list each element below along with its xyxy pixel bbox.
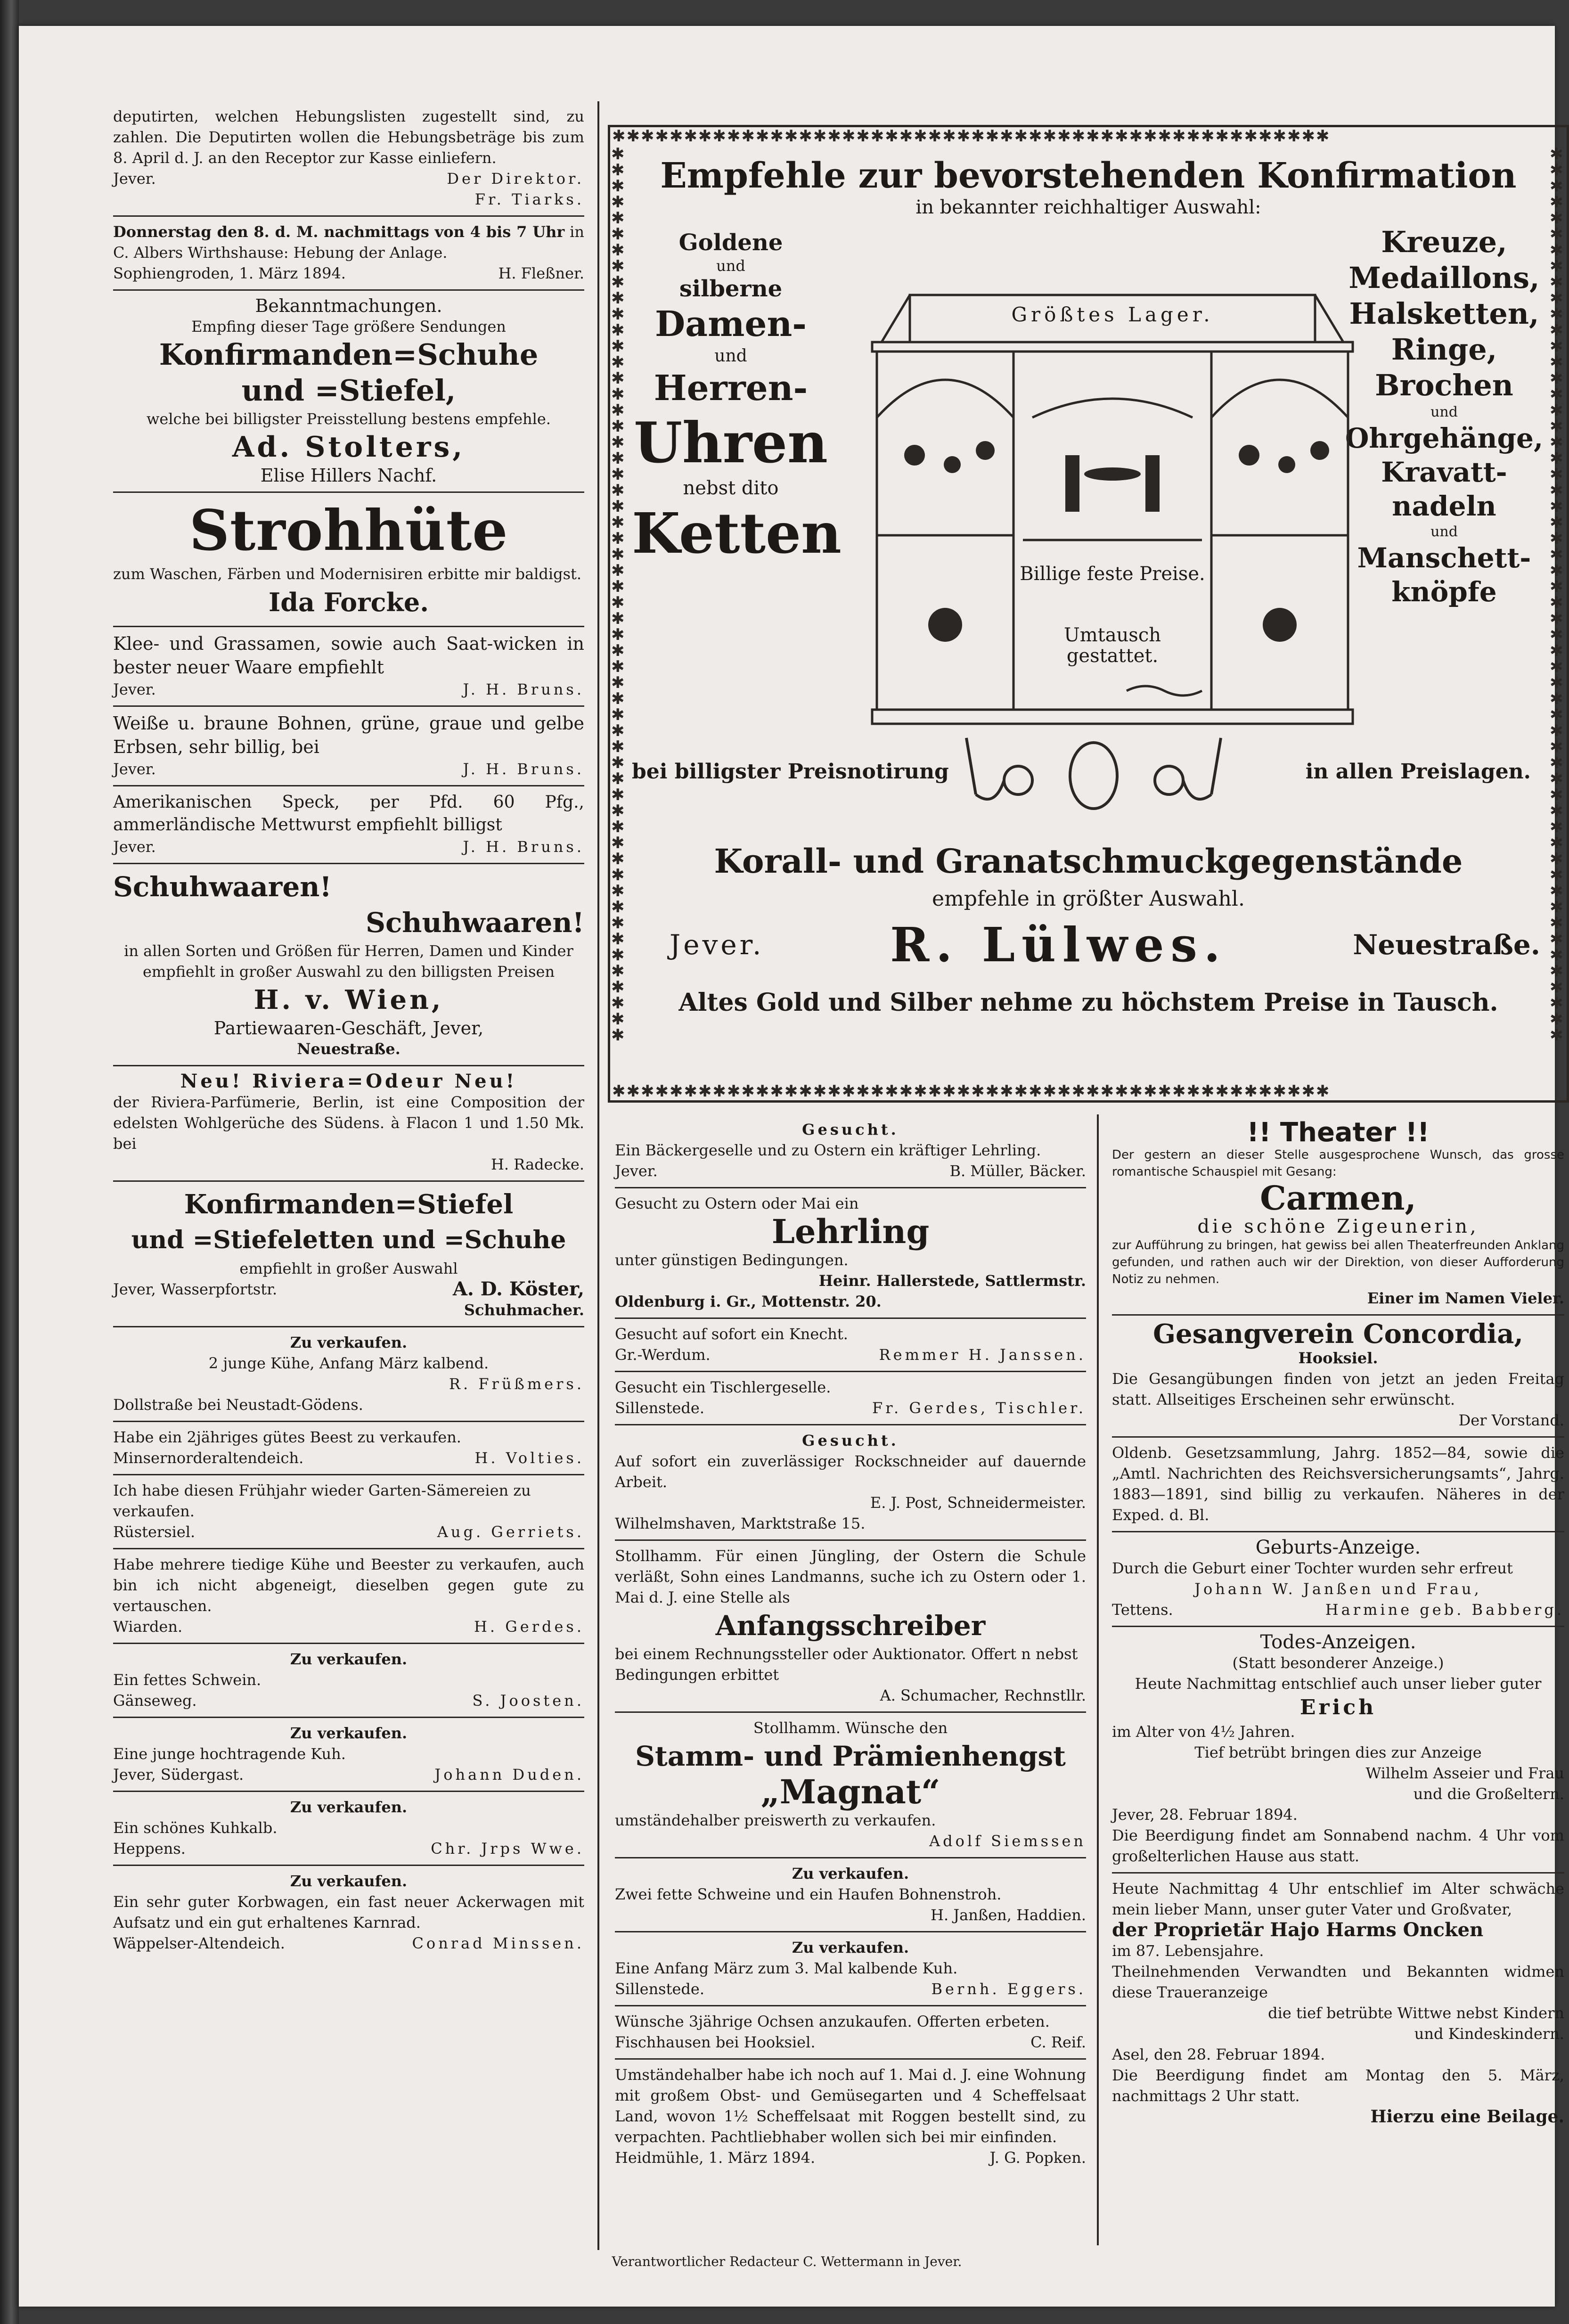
- death-text-2: im Alter von 4½ Jahren.: [1112, 1723, 1295, 1741]
- lulwes-left-list: [632, 229, 842, 566]
- sale-text-5: Ein fettes Schwein.: [113, 1671, 262, 1689]
- carmen-title: Carmen,: [1260, 1178, 1416, 1218]
- right-und-1: und: [1430, 404, 1458, 420]
- sale-ad-5: [113, 1644, 584, 1718]
- birth-head: Geburts-Anzeige.: [1255, 1537, 1421, 1558]
- left-uhren: Uhren: [634, 410, 828, 475]
- post-head: Gesucht.: [802, 1432, 899, 1449]
- hallerstede-place: Oldenburg i. Gr., Mottenstr. 20.: [615, 1293, 882, 1310]
- siemssen-text: umständehalber preiswerth zu verkaufen.: [615, 1811, 936, 1829]
- birth-names: Johann W. Janßen und Frau,: [1194, 1580, 1482, 1598]
- koster-sub: Schuhmacher.: [464, 1301, 584, 1319]
- stolters-name: Ad. Stolters,: [232, 431, 466, 464]
- notice-text: deputirten, welchen Hebungslisten zugestellt sind, zu zahlen. Die Deputirten wollen die Hebungsbeträge bis zum 8. April d. J. an den Receptor zur Kasse einliefern.: [113, 107, 584, 167]
- gold-silver-exchange: Altes Gold und Silber nehme zu höchstem Preise in Tausch.: [678, 988, 1498, 1017]
- janssen-text: Gesucht auf sofort ein Knecht.: [615, 1325, 848, 1343]
- koster-name: A. D. Köster,: [452, 1278, 584, 1300]
- levy-date: Sophiengroden, 1. März 1894.: [113, 264, 346, 282]
- forcke-text: zum Waschen, Färben und Modernisiren erbitte mir baldigst.: [113, 565, 582, 583]
- koster-text: empfiehlt in großer Auswahl: [239, 1260, 458, 1277]
- bruns-ad-1: [113, 627, 584, 707]
- oncken-text-4: Die Beerdigung findet am Montag den 5. März, nachmittags 2 Uhr statt.: [1112, 2066, 1564, 2105]
- mueller-text: Ein Bäckergeselle und zu Ostern ein kräftiger Lehrling.: [615, 1141, 1041, 1159]
- jansen-text: Zwei fette Schweine und ein Haufen Bohnenstroh.: [615, 1885, 1002, 1903]
- sale-place-2: Minsernorderaltendeich.: [113, 1449, 304, 1467]
- sale-head-5: Zu verkaufen.: [290, 1650, 408, 1668]
- lulwes-signature-row: [670, 917, 1540, 973]
- post-place: Wilhelmshaven, Marktstraße 15.: [615, 1514, 866, 1532]
- hallerstede-title: Lehrling: [771, 1212, 930, 1251]
- wien-street: Neuestraße.: [297, 1040, 400, 1058]
- sale-text-8: Ein sehr guter Korbwagen, ein fast neuer Ackerwagen mit Aufsatz und ein gut erhaltenes Karnrad.: [113, 1893, 584, 1931]
- popken-place: Heidmühle, 1. März 1894.: [615, 2149, 816, 2167]
- announcements-heading: Bekanntmachungen.: [255, 295, 442, 316]
- birth-announcement: [1112, 1532, 1564, 1627]
- right-kreuze: Kreuze,: [1381, 225, 1507, 259]
- book-spine: [0, 0, 19, 2324]
- column-rule-1: [597, 101, 599, 2250]
- concordia-text: Die Gesangübungen finden von jetzt an jeden Freitag statt. Allseitiges Erscheinen sehr erwünscht.: [1112, 1370, 1564, 1408]
- column-middle: [615, 1114, 1086, 2245]
- lulwes-title: Empfehle zur bevorstehenden Konfirmation: [660, 155, 1517, 196]
- eggers-head: Zu verkaufen.: [792, 1939, 909, 1956]
- mueller-ad: [615, 1114, 1086, 1188]
- sale-name-3: Aug. Gerriets.: [437, 1523, 584, 1541]
- janssen-place: Gr.-Werdum.: [615, 1346, 711, 1364]
- left-silberne: silberne: [679, 276, 783, 302]
- hallerstede-text: unter günstigen Bedingungen.: [615, 1251, 849, 1269]
- bruns-ad-3: [113, 786, 584, 864]
- sale-text-3: Ich habe diesen Frühjahr wieder Garten-Sämereien zu verkaufen.: [113, 1481, 531, 1520]
- death-text-4: Die Beerdigung findet am Sonnabend nachm. 4 Uhr vom großelterlichen Hause aus statt.: [1112, 1826, 1564, 1865]
- gesetzsammlung-ad: [1112, 1438, 1564, 1532]
- jansen-name: H. Janßen, Haddien.: [931, 1906, 1086, 1924]
- theater-signature: Einer im Namen Vieler.: [1367, 1289, 1564, 1307]
- levy-text: in C. Albers Wirthshause: Hebung der Anlage.: [113, 223, 585, 262]
- concordia-sub: Hooksiel.: [1298, 1349, 1378, 1367]
- sale-name-1: R. Früßmers.: [449, 1375, 584, 1393]
- wien-text: in allen Sorten und Größen für Herren, Damen und Kinder empfiehlt in großer Auswahl zu den billigsten Preisen: [124, 942, 573, 981]
- stolters-title-2: und =Stiefel,: [241, 373, 456, 408]
- bruns-text-1: Klee- und Grassamen, sowie auch Saat-wicken in bester neuer Waare empfiehlt: [113, 633, 584, 678]
- carmen-subtitle: die schöne Zigeunerin,: [1197, 1216, 1479, 1237]
- popken-ad: [615, 2060, 1086, 2174]
- hallerstede-intro: Gesucht zu Ostern oder Mai ein: [615, 1195, 859, 1212]
- janssen-name: Remmer H. Janssen.: [879, 1346, 1086, 1364]
- levy-bold-text: Donnerstag den 8. d. M. nachmittags von 4 bis 7 Uhr: [113, 223, 565, 241]
- mueller-head: Gesucht.: [802, 1121, 899, 1138]
- hallerstede-name: Heinr. Hallerstede, Sattlermstr.: [818, 1272, 1086, 1290]
- death-name: Erich: [1299, 1695, 1377, 1719]
- death-signature-1: Wilhelm Asseier und Frau: [1365, 1764, 1564, 1782]
- right-knoepfe: knöpfe: [1391, 576, 1497, 608]
- sale-place-8: Wäppelser-Altendeich.: [113, 1934, 285, 1952]
- right-nadeln: nadeln: [1392, 490, 1496, 522]
- sale-place-1: Dollstraße bei Neustadt-Gödens.: [113, 1396, 363, 1414]
- sale-ad-6: [113, 1718, 584, 1792]
- eggers-place: Sillenstede.: [615, 1980, 704, 1998]
- notice-place: Jever.: [113, 170, 156, 188]
- sale-text-2: Habe ein 2jähriges gütes Beest zu verkaufen.: [113, 1428, 461, 1446]
- death-signature-2: und die Großeltern.: [1413, 1785, 1564, 1803]
- bruns-name-1: J. H. Bruns.: [463, 680, 584, 698]
- star-border-bottom: ✱✱✱✱✱✱✱✱✱✱✱✱✱✱✱✱✱✱✱✱✱✱✱✱✱✱✱✱✱✱✱✱✱✱✱✱✱✱✱✱✱✱✱✱✱✱✱✱✱✱: [612, 1082, 1331, 1101]
- siemssen-title-2: „Magnat“: [760, 1772, 940, 1811]
- sale-name-4: H. Gerdes.: [474, 1618, 584, 1636]
- sale-ad-2: [113, 1422, 584, 1475]
- koster-ad: [113, 1182, 584, 1327]
- siemssen-intro: Stollhamm. Wünsche den: [753, 1719, 948, 1737]
- stolters-ad: [113, 291, 584, 493]
- deputies-notice: [113, 101, 584, 217]
- lulwes-right-list: [1340, 224, 1548, 609]
- coral-garnet-heading: Korall- und Granatschmuckgegenstände: [714, 842, 1463, 881]
- death-text-1: Heute Nachmittag entschlief auch unser lieber guter: [1135, 1675, 1542, 1693]
- sale-head-1: Zu verkaufen.: [290, 1334, 408, 1351]
- death-date: Jever, 28. Februar 1894.: [1112, 1806, 1298, 1824]
- gerdes-ad: [615, 1372, 1086, 1425]
- oncken-text-1: Heute Nachmittag 4 Uhr entschlief im Alter schwäche mein lieber Mann, unser guter Vater und Großvater,: [1112, 1880, 1564, 1918]
- lulwes-place: Jever.: [670, 929, 764, 961]
- forcke-title: Strohhüte: [189, 498, 508, 563]
- levy-signature: H. Fleßner.: [498, 264, 584, 282]
- wien-ad: [113, 864, 584, 1066]
- sale-name-7: Chr. Jrps Wwe.: [431, 1840, 584, 1858]
- schumacher-name: A. Schumacher, Rechnstllr.: [880, 1686, 1086, 1704]
- coral-subtext: empfehle in größter Auswahl.: [932, 887, 1245, 911]
- left-herren: Herren-: [654, 368, 808, 409]
- post-name: E. J. Post, Schneidermeister.: [870, 1494, 1086, 1512]
- bruns-name-2: J. H. Bruns.: [463, 760, 584, 778]
- bruns-text-2: Weiße u. braune Bohnen, grüne, graue und gelbe Erbsen, sehr billig, bei: [113, 713, 584, 757]
- death-head: Todes-Anzeigen.: [1260, 1631, 1416, 1653]
- chain-necklace-icon: [957, 728, 1230, 813]
- notice-signature-name: Fr. Tiarks.: [474, 190, 584, 208]
- jansen-ad: [615, 1858, 1086, 1932]
- sale-name-2: H. Volties.: [474, 1449, 584, 1467]
- bruns-place-1: Jever.: [113, 680, 156, 698]
- display-cabinet-icon: [863, 276, 1362, 743]
- concordia-signature: Der Vorstand.: [1458, 1411, 1564, 1429]
- reif-text: Wünsche 3jährige Ochsen anzukaufen. Offerten erbeten.: [615, 2013, 1050, 2030]
- birth-text: Durch die Geburt einer Tochter wurden sehr erfreut: [1112, 1559, 1513, 1577]
- sale-ad-1: [113, 1327, 584, 1422]
- death-announcement-oncken: [1112, 1874, 1564, 2133]
- exchange-allowed: Umtausch gestattet.: [1063, 624, 1161, 667]
- column-rule-2: [1097, 1114, 1099, 2245]
- sale-head-8: Zu verkaufen.: [290, 1872, 408, 1890]
- sale-name-5: S. Joosten.: [472, 1692, 584, 1710]
- schumacher-title: Anfangsschreiber: [715, 1610, 986, 1642]
- editor-footer: Verantwortlicher Redacteur C. Wettermann in Jever.: [612, 2254, 962, 2269]
- siemssen-title-1: Stamm- und Prämienhengst: [635, 1740, 1066, 1772]
- concordia-title: Gesangverein Concordia,: [1153, 1318, 1523, 1350]
- sale-place-4: Wiarden.: [113, 1618, 183, 1636]
- sale-text-4: Habe mehrere tiedige Kühe und Beester zu verkaufen, auch bin ich nicht abgeneigt, dieselben gegen gute zu vertauschen.: [113, 1555, 584, 1615]
- right-manschett: Manschett-: [1357, 542, 1531, 574]
- death-text-3: Tief betrübt bringen dies zur Anzeige: [1194, 1743, 1482, 1761]
- levy-notice: [113, 217, 584, 291]
- riviera-ad: [113, 1066, 584, 1182]
- all-price-ranges: in allen Preislagen.: [1305, 760, 1531, 784]
- theater-ad: [1112, 1114, 1564, 1316]
- mueller-place: Jever.: [615, 1162, 658, 1180]
- oncken-signature-2: und Kindeskindern.: [1414, 2025, 1564, 2043]
- popken-name: J. G. Popken.: [989, 2149, 1086, 2167]
- schumacher-ad: [615, 1541, 1086, 1713]
- right-medaillons: Medaillons,: [1348, 261, 1540, 295]
- sale-ad-3: [113, 1475, 584, 1549]
- oncken-name: der Proprietär Hajo Harms Oncken: [1112, 1919, 1484, 1941]
- wien-title-2: Schuhwaaren!: [366, 907, 584, 939]
- right-und-2: und: [1430, 524, 1458, 540]
- right-ringe: Ringe,: [1391, 332, 1497, 367]
- koster-title-2: und =Stiefeletten und =Schuhe: [131, 1226, 566, 1254]
- star-border-left: ✱✱✱✱✱✱✱✱✱✱✱✱✱✱✱✱✱✱✱✱✱✱✱✱✱✱✱✱✱✱✱✱✱✱✱✱✱✱✱✱✱✱✱✱✱✱✱✱✱✱✱✱✱✱✱✱: [611, 145, 626, 1045]
- shop-sign: Größtes Lager.: [1011, 303, 1214, 326]
- birth-names-2: Harmine geb. Babberg.: [1325, 1601, 1564, 1619]
- sale-ad-4: [113, 1549, 584, 1644]
- lowest-prices: bei billigster Preisnotirung: [632, 760, 949, 784]
- koster-title-1: Konfirmanden=Stiefel: [184, 1189, 514, 1220]
- lulwes-inner: [627, 144, 1550, 1083]
- reif-place: Fischhausen bei Hooksiel.: [615, 2033, 816, 2051]
- forcke-name: Ida Forcke.: [268, 587, 429, 617]
- bruns-text-3: Amerikanischen Speck, per Pfd. 60 Pfg., ammerländische Mettwurst empfiehlt billigst: [113, 793, 584, 835]
- left-ketten: Ketten: [632, 500, 842, 566]
- riviera-name: H. Radecke.: [491, 1155, 584, 1173]
- riviera-title: Neu! Riviera=Odeur Neu!: [180, 1070, 517, 1092]
- notice-signature: Der Direktor.: [447, 170, 584, 188]
- sale-place-7: Heppens.: [113, 1840, 186, 1858]
- lulwes-jewellery-ad: [608, 125, 1569, 1103]
- right-ohrgehaenge: Ohrgehänge,: [1345, 422, 1544, 454]
- wien-name: H. v. Wien,: [253, 984, 444, 1015]
- birth-place: Tettens.: [1112, 1601, 1173, 1619]
- eggers-ad: [615, 1932, 1086, 2006]
- forcke-ad: [113, 493, 584, 627]
- bruns-ad-2: [113, 707, 584, 786]
- lulwes-name: R. Lülwes.: [890, 917, 1227, 973]
- gesetz-text: Oldenb. Gesetzsammlung, Jahrg. 1852—84, sowie die „Amtl. Nachrichten des Reichsversicherungsamts“, Jahrg. 1883—1891, sind billig zu verkaufen. Näheres in der Exped. d. Bl.: [1112, 1444, 1564, 1524]
- right-kravatt: Kravatt-: [1381, 456, 1507, 488]
- theater-title: !! Theater !!: [1247, 1117, 1430, 1148]
- bruns-place-3: Jever.: [113, 838, 156, 856]
- stolters-text: welche bei billigster Preisstellung bestens empfehle.: [147, 410, 551, 428]
- right-brochen: Brochen: [1375, 368, 1513, 402]
- theater-text-1: Der gestern an dieser Stelle ausgesprochene Wunsch, das grosse romantische Schauspiel mit Gesang:: [1112, 1148, 1564, 1179]
- death-announcement-erich: [1112, 1627, 1564, 1874]
- left-nebst-dito: nebst dito: [683, 477, 779, 499]
- lulwes-street: Neuestraße.: [1353, 929, 1540, 961]
- riviera-text: der Riviera-Parfümerie, Berlin, ist eine Composition der edelsten Wohlgerüche des Südens. à Flacon 1 und 1.50 Mk. bei: [113, 1093, 584, 1153]
- popken-text: Umständehalber habe ich noch auf 1. Mai d. J. eine Wohnung mit großem Obst- und Gemüsegarten und 4 Scheffelsaat Land, wovon 1½ Scheffelsaat mit Roggen bestellt sind, zu verpachten. Pachtliebhaber wollen sich bei mir einfinden.: [615, 2066, 1086, 2146]
- column-right: [1112, 1114, 1564, 2245]
- oncken-text-3: Theilnehmenden Verwandten und Bekannten widmen diese Traueranzeige: [1112, 1963, 1564, 2001]
- left-goldene: Goldene: [678, 229, 783, 256]
- reif-ad: [615, 2006, 1086, 2060]
- oncken-date: Asel, den 28. Februar 1894.: [1112, 2046, 1325, 2063]
- siemssen-name: Adolf Siemssen: [929, 1832, 1086, 1850]
- wien-title-1: Schuhwaaren!: [113, 871, 332, 903]
- sale-place-6: Jever, Südergast.: [113, 1766, 244, 1784]
- sale-name-6: Johann Duden.: [434, 1766, 584, 1784]
- eggers-name: Bernh. Eggers.: [931, 1980, 1086, 1998]
- jansen-head: Zu verkaufen.: [792, 1865, 909, 1882]
- oncken-signature-1: die tief betrübte Wittwe nebst Kindern: [1268, 2004, 1564, 2022]
- gerdes-place: Sillenstede.: [615, 1399, 704, 1417]
- death-sub: (Statt besonderer Anzeige.): [1232, 1654, 1444, 1672]
- stolters-title-1: Konfirmanden=Schuhe: [159, 337, 539, 372]
- concordia-ad: [1112, 1316, 1564, 1438]
- wien-sub: Partiewaaren-Geschäft, Jever,: [213, 1018, 484, 1039]
- gerdes-text: Gesucht ein Tischlergeselle.: [615, 1378, 831, 1396]
- sale-ad-7: [113, 1792, 584, 1866]
- siemssen-ad: [615, 1713, 1086, 1858]
- stolters-intro: Empfing dieser Tage größere Sendungen: [191, 318, 506, 336]
- sale-place-5: Gänseweg.: [113, 1692, 197, 1710]
- bruns-place-2: Jever.: [113, 760, 156, 778]
- sale-text-6: Eine junge hochtragende Kuh.: [113, 1745, 346, 1763]
- supplement-note: Hierzu eine Beilage.: [1370, 2107, 1564, 2127]
- post-ad: [615, 1425, 1086, 1541]
- newspaper-page: [19, 26, 1564, 2307]
- bruns-name-3: J. H. Bruns.: [463, 838, 584, 856]
- mueller-name: B. Müller, Bäcker.: [949, 1162, 1086, 1180]
- sale-text-1: 2 junge Kühe, Anfang März kalbend.: [208, 1354, 489, 1372]
- jewellery-display-illustration: [863, 276, 1362, 743]
- theater-text-2: zur Aufführung zu bringen, hat gewiss bei allen Theaterfreunden Anklang gefunden, und rathen auch wir der Direktion, von dieser Aufforderung Notiz zu nehmen.: [1112, 1238, 1564, 1286]
- koster-place: Jever, Wasserpfortstr.: [113, 1280, 278, 1298]
- gerdes-name: Fr. Gerdes, Tischler.: [872, 1399, 1086, 1417]
- star-border-right: ✱✱✱✱✱✱✱✱✱✱✱✱✱✱✱✱✱✱✱✱✱✱✱✱✱✱✱✱✱✱✱✱✱✱✱✱✱✱✱✱✱✱✱✱✱✱✱✱✱✱✱✱✱✱✱✱: [1550, 145, 1564, 1045]
- sale-head-7: Zu verkaufen.: [290, 1798, 408, 1816]
- post-text: Auf sofort ein zuverlässiger Rockschneider auf dauernde Arbeit.: [615, 1452, 1086, 1491]
- reif-name: C. Reif.: [1030, 2033, 1086, 2051]
- oncken-text-2: im 87. Lebensjahre.: [1112, 1942, 1264, 1960]
- sale-ad-8: [113, 1866, 584, 1959]
- eggers-text: Eine Anfang März zum 3. Mal kalbende Kuh.: [615, 1959, 958, 1977]
- hallerstede-ad: [615, 1188, 1086, 1319]
- schumacher-text: Stollhamm. Für einen Jüngling, der Ostern die Schule verläßt, Sohn eines Landmanns, suche ich zu Ostern oder 1. Mai d. J. eine Stelle als: [615, 1547, 1086, 1606]
- left-damen: Damen-: [654, 304, 807, 344]
- janssen-ad: [615, 1319, 1086, 1372]
- right-halsketten: Halsketten,: [1349, 296, 1539, 331]
- lulwes-subtitle: in bekannter reichhaltiger Auswahl:: [915, 196, 1261, 218]
- left-und-2: und: [714, 346, 747, 366]
- fixed-prices: Billige feste Preise.: [1020, 563, 1205, 585]
- left-und-1: und: [716, 257, 745, 275]
- stolters-sub: Elise Hillers Nachf.: [260, 465, 437, 486]
- sale-head-6: Zu verkaufen.: [290, 1724, 408, 1742]
- sale-place-3: Rüstersiel.: [113, 1523, 196, 1541]
- star-border-top: ✱✱✱✱✱✱✱✱✱✱✱✱✱✱✱✱✱✱✱✱✱✱✱✱✱✱✱✱✱✱✱✱✱✱✱✱✱✱✱✱✱✱✱✱✱✱✱✱✱✱: [612, 127, 1331, 146]
- sale-name-8: Conrad Minssen.: [412, 1934, 584, 1952]
- schumacher-text-2: bei einem Rechnungssteller oder Auktionator. Offert n nebst Bedingungen erbittet: [615, 1645, 1078, 1684]
- sale-text-7: Ein schönes Kuhkalb.: [113, 1819, 278, 1837]
- column-left: [113, 101, 584, 2250]
